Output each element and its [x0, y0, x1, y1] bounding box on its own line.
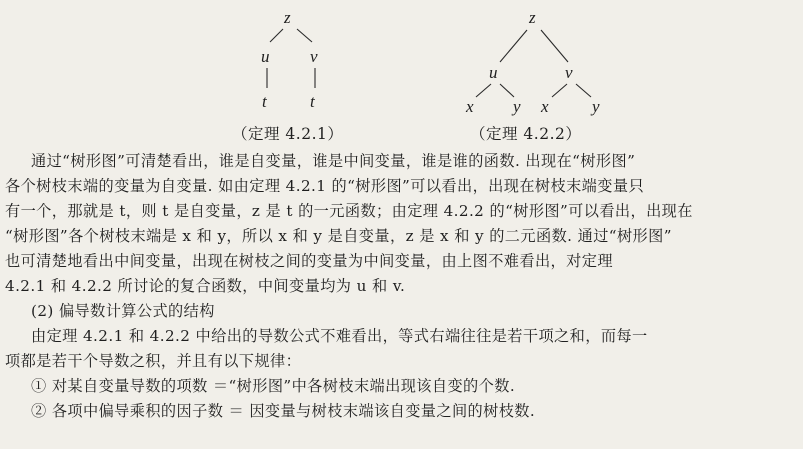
tree2-root: z: [529, 8, 536, 27]
tree2-branch-v: v: [565, 63, 573, 82]
tree2-edge-u-y: [500, 84, 514, 97]
tree2-edge-root-v: [541, 30, 568, 62]
rule-2: ② 各项中偏导乘积的因子数 ＝ 因变量与树枝末端该自变量之间的树枝数.: [31, 402, 536, 420]
tree2-edge-root-u: [500, 30, 527, 62]
tree2-edge-u-x: [476, 84, 491, 97]
tree-diagrams-svg: [0, 0, 803, 125]
tree1-branch-v: v: [310, 47, 318, 66]
tree2-leaf-y1: y: [513, 97, 521, 116]
paragraph-1-line-2: 各个树枝末端的变量为自变量. 如由定理 4.2.1 的“树形图”可以看出，出现在树枝末端变量只: [5, 177, 645, 195]
tree1-root: z: [284, 8, 291, 27]
paragraph-1-line-3: 有一个，那就是 t，则 t 是自变量，z 是 t 的一元函数；由定理 4.2.2 的“树形图”可以看出，出现在: [5, 202, 693, 220]
paragraph-2-line-1: 由定理 4.2.1 和 4.2.2 中给出的导数公式不难看出，等式右端往往是若干项之和，而每一: [31, 327, 648, 345]
tree2-leaf-x1: x: [466, 97, 474, 116]
tree-1: [261, 8, 318, 111]
paragraph-2-line-2: 项都是若干个导数之积，并且有以下规律：: [5, 352, 302, 370]
tree2-edge-v-x: [552, 84, 567, 97]
tree-2: [465, 8, 600, 116]
tree1-edge-root-u: [270, 29, 283, 42]
tree1-edge-root-v: [297, 29, 312, 42]
section-heading-2: (2) 偏导数计算公式的结构: [31, 302, 215, 320]
tree1-leaf-t2: t: [310, 92, 315, 111]
tree2-caption: （定理 4.2.2）: [470, 125, 582, 143]
rule-1: ① 对某自变量导数的项数 ＝“树形图”中各树枝末端出现该自变的个数.: [31, 377, 516, 395]
tree1-caption: （定理 4.2.1）: [232, 125, 344, 143]
tree2-leaf-x2: x: [541, 97, 549, 116]
tree2-branch-u: u: [489, 63, 498, 82]
paragraph-1-line-6: 4.2.1 和 4.2.2 所讨论的复合函数，中间变量均为 u 和 v.: [5, 277, 406, 295]
paragraph-1-line-5: 也可清楚地看出中间变量，出现在树枝之间的变量为中间变量，由上图不难看出，对定理: [5, 252, 613, 270]
tree2-leaf-y2: y: [592, 97, 600, 116]
tree-diagrams: [0, 0, 803, 150]
tree1-branch-u: u: [261, 47, 270, 66]
paragraph-1-line-1: 通过“树形图”可清楚看出，谁是自变量，谁是中间变量，谁是谁的函数. 出现在“树形图”: [31, 152, 636, 170]
tree2-edge-v-y: [576, 84, 591, 97]
paragraph-1-line-4: “树形图”各个树枝末端是 x 和 y，所以 x 和 y 是自变量，z 是 x 和 y 的二元函数. 通过“树形图”: [5, 227, 672, 245]
tree1-leaf-t1: t: [262, 92, 267, 111]
